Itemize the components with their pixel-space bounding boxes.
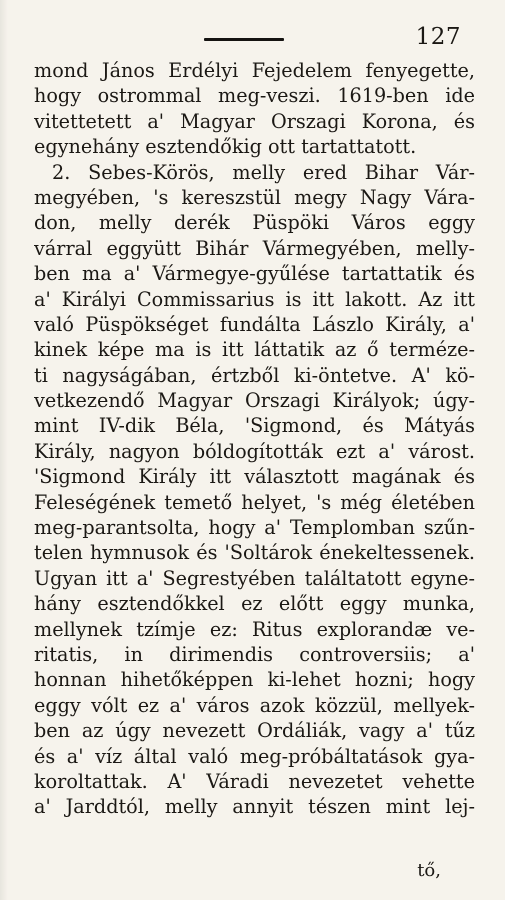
text-line: Feleségének temető helyet, 's még életében — [34, 490, 475, 514]
text-line: mellynek tzímje ez: Ritus explorandæ ve- — [34, 617, 475, 641]
text-line: várral eggyütt Bihár Vármegyében, melly- — [34, 236, 475, 260]
text-line: telen hymnusok és 'Soltárok énekeltessenek. — [34, 541, 475, 565]
text-line: hogy ostrommal meg-veszi. 1619-ben ide — [34, 84, 475, 108]
text-line: ritatis, in dirimendis controversiis; a' — [34, 642, 475, 666]
text-line: vitettetett a' Magyar Orszagi Korona, és — [34, 109, 475, 133]
text-line: való Püspökséget fundálta Lászlo Király, a' — [34, 312, 475, 336]
text-line: hány esztendőkkel ez előtt eggy munka, — [34, 592, 475, 616]
text-line: Ugyan itt a' Segrestyében találtatott egyne- — [34, 566, 475, 590]
text-line: a' Királyi Commissarius is itt lakott. Az itt — [34, 287, 475, 311]
text-line: ti nagyságában, értzből ki-öntetve. A' kö- — [34, 363, 475, 387]
text-line: kinek képe ma is itt láttatik az ő terméze- — [34, 338, 475, 362]
text-line: meg-parantsolta, hogy a' Templomban szűn- — [34, 516, 475, 540]
text-line: a' Jarddtól, melly annyit tészen mint lej- — [34, 795, 475, 819]
text-line: ben az úgy nevezett Ordáliák, vagy a' tűz — [34, 719, 475, 743]
page-number: 127 — [415, 24, 461, 50]
text-line: eggy vólt ez a' város azok közzül, mellyek- — [34, 693, 475, 717]
catchword: tő, — [417, 860, 441, 881]
text-line: 'Sigmond Király itt választott magának és — [34, 465, 475, 489]
page-shadow — [0, 0, 8, 900]
text-line: és a' víz által való meg-próbáltatások gya- — [34, 744, 475, 768]
text-line: don, melly derék Püspöki Város eggy — [34, 211, 475, 235]
header-rule — [204, 38, 284, 41]
text-line: koroltattak. A' Váradi nevezetet vehette — [34, 769, 475, 793]
text-line: egynehány esztendőkig ott tartattatott. — [34, 135, 417, 159]
text-line: honnan hihetőképpen ki-lehet hozni; hogy — [34, 668, 475, 692]
text-line: 2. Sebes-Körös, melly ered Bihar Vár- — [52, 160, 475, 184]
text-line: mint IV-dik Béla, 'Sigmond, és Mátyás — [34, 414, 475, 438]
text-line: mond János Erdélyi Fejedelem fenyegette, — [34, 59, 475, 82]
text-line: megyében, 's kereszstül megy Nagy Vára- — [34, 185, 475, 209]
text-line: ben ma a' Vármegye-gyűlése tartattatik és — [34, 262, 475, 286]
text-line: vetkezendő Magyar Orszagi Királyok; úgy- — [34, 389, 475, 413]
body-text — [34, 58, 475, 820]
text-line: Király, nagyon bóldogították ezt a' várost. — [34, 439, 475, 463]
